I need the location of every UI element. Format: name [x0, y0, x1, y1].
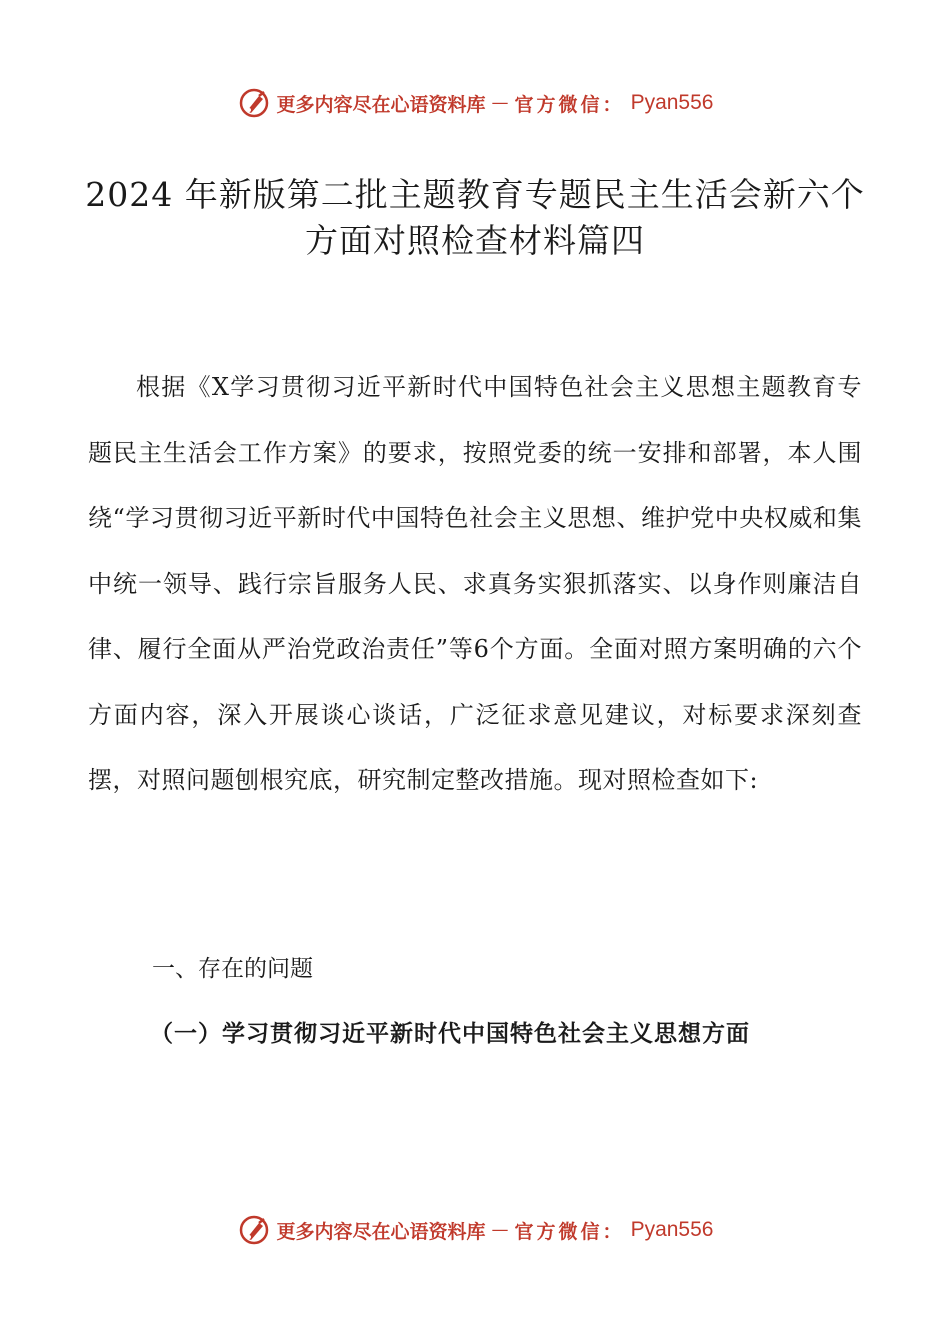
watermark-separator: —: [491, 93, 509, 113]
subsection-heading: （一）学习贯彻习近平新时代中国特色社会主义思想方面: [150, 1020, 750, 1047]
footer-watermark: [0, 1210, 950, 1250]
watermark-brand: 更多内容尽在心语资料库: [276, 1220, 486, 1243]
watermark-wechat-id: Pyan556: [630, 91, 714, 114]
fountain-pen-circle-icon: [237, 1213, 271, 1247]
watermark-wechat-id: Pyan556: [630, 1218, 714, 1241]
watermark-brand: 更多内容尽在心语资料库: [276, 93, 486, 116]
section-heading: 一、存在的问题: [152, 956, 313, 982]
watermark-separator: —: [491, 1220, 509, 1240]
watermark-contact-label: 官方微信：: [514, 93, 625, 116]
header-watermark: [0, 83, 950, 123]
watermark-contact-label: 官方微信：: [514, 1220, 625, 1243]
document-title: 2024 年新版第二批主题教育专题民主生活会新六个方面对照检查材料篇四: [85, 175, 865, 260]
fountain-pen-circle-icon: [237, 86, 271, 120]
intro-paragraph: 根据《X学习贯彻习近平新时代中国特色社会主义思想主题教育专题民主生活会工作方案》的要求，按照党委的统一安排和部署，本人围绕“学习贯彻习近平新时代中国特色社会主义思想、维护党中央权威和集中统一领导、践行宗旨服务人民、求真务实狠抓落实、以身作则廉洁自律、履行全面从严治党政治责任”等6个方面。全面对照方案明确的六个方面内容，深入开展谈心谈话，广泛征求意见建议，对标要求深刻查摆，对照问题刨根究底，研究制定整改措施。现对照检查如下:: [88, 373, 862, 794]
